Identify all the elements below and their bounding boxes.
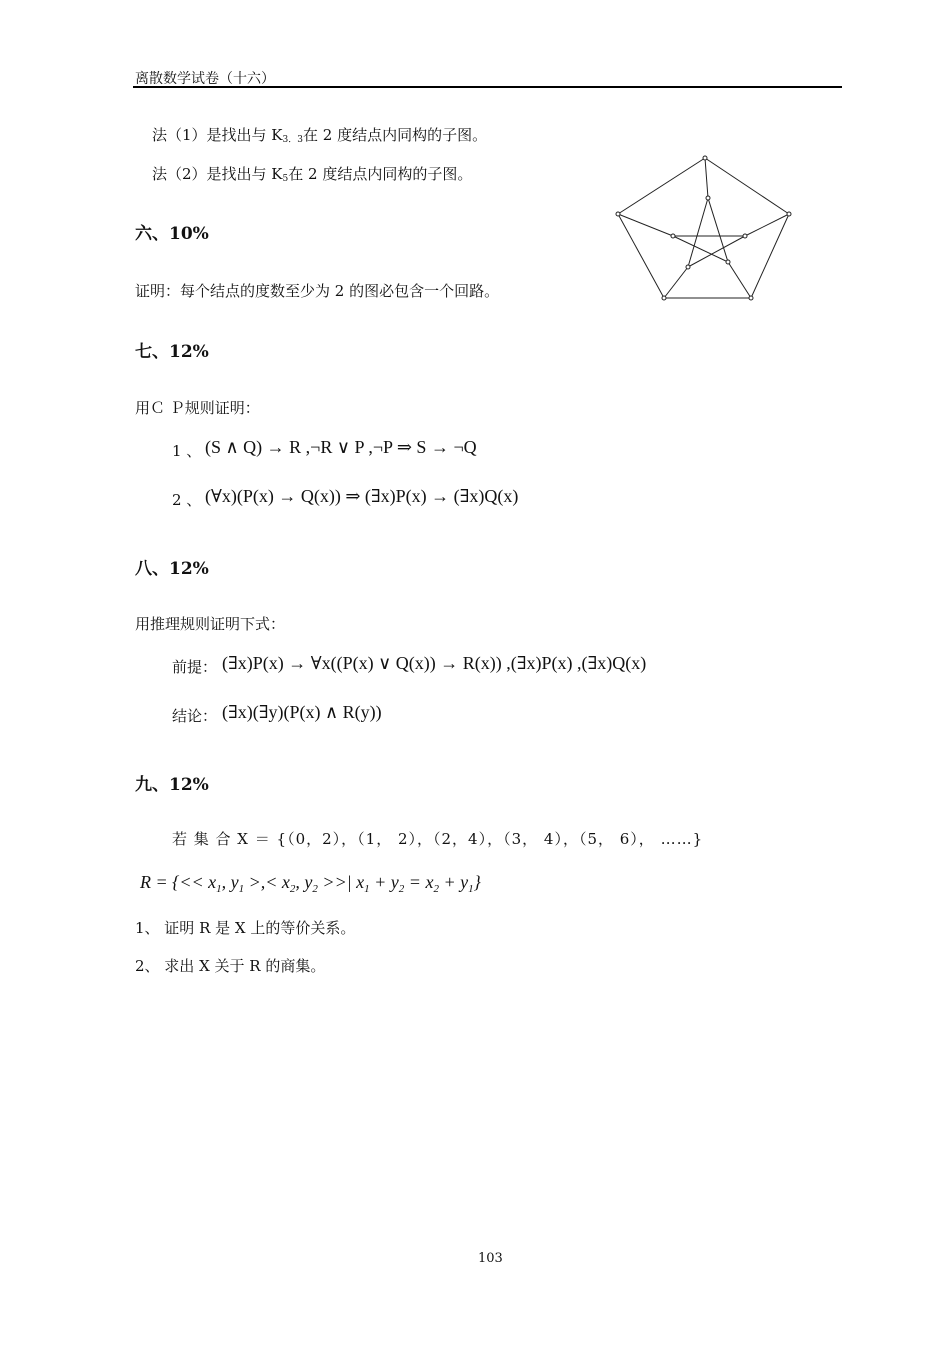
relation-sub: 1 (364, 883, 370, 895)
relation-sub: 2 (312, 883, 318, 895)
relation-sub: 2 (289, 883, 296, 895)
relation-text: , y (295, 872, 313, 892)
relation-text: >,< x (244, 872, 290, 892)
relation-text: } (473, 872, 481, 892)
method-2-suffix: 在 2 度结点内同构的子图。 (288, 165, 473, 183)
petersen-graph-figure (610, 152, 800, 304)
section-8-conclusion-label: 结论： (172, 707, 218, 725)
section-7-title: 七、12% (135, 342, 209, 362)
section-9-set-definition: 若 集 合 X ＝ {（0，2），（1， 2），（2，4），（3， 4），（5， 6）， ……} (172, 830, 704, 848)
relation-sub: 2 (433, 883, 439, 895)
section-6-text: 证明：每个结点的度数至少为 2 的图必包含一个回路。 (135, 282, 500, 300)
section-9-task-1: 1、 证明 R 是 X 上的等价关系。 (135, 919, 356, 937)
relation-text: = x (404, 872, 434, 892)
relation-sub: 1 (238, 883, 245, 895)
section-6-title: 六、10% (135, 224, 209, 244)
relation-text: , y (221, 872, 239, 892)
section-7-item-1-label: 1 、 (172, 442, 202, 460)
section-7-item-1-formula: (S ∧ Q) → R ,¬R ∨ P ,¬P ⇒ S → ¬Q (205, 437, 477, 457)
section-7-item-2-formula: (∀x)(P(x) → Q(x)) ⇒ (∃x)P(x) → (∃x)Q(x) (205, 486, 519, 506)
section-8-premise-formula: (∃x)P(x) → ∀x((P(x) ∨ Q(x)) → R(x)) ,(∃x)P(x) ,(∃x)Q(x) (222, 653, 647, 673)
section-8-intro: 用推理规则证明下式： (135, 615, 286, 633)
section-9-relation-definition (140, 872, 481, 895)
header-rule (133, 86, 842, 88)
section-9-title: 九、12% (135, 775, 209, 795)
page-number: 103 (478, 1251, 503, 1266)
section-8-conclusion-formula: (∃x)(∃y)(P(x) ∧ R(y)) (222, 702, 382, 722)
method-1-sub: 3．3 (282, 135, 303, 145)
method-1-prefix: 法（1）是找出与 K (152, 126, 283, 144)
section-9-task-2: 2、 求出 X 关于 R 的商集。 (135, 957, 326, 975)
method-1-suffix: 在 2 度结点内同构的子图。 (302, 126, 488, 144)
section-7-intro: 用Ｃ Ｐ规则证明： (135, 399, 260, 417)
method-2-sub: 5 (282, 174, 289, 184)
relation-prefix: R = {<< x (140, 872, 217, 892)
relation-sub: 1 (468, 883, 474, 895)
section-7-item-2-label: 2 、 (172, 491, 202, 509)
relation-text: + y (438, 872, 469, 892)
relation-sub: 1 (216, 883, 222, 895)
header-title: 离散数学试卷（十六） (135, 71, 275, 87)
section-8-title: 八、12% (135, 559, 209, 579)
method-2-line (152, 163, 472, 184)
method-1-line (152, 124, 487, 145)
section-8-premise-label: 前提： (172, 658, 218, 676)
relation-text: >>| x (317, 872, 365, 892)
relation-text: + y (369, 872, 399, 892)
relation-sub: 2 (398, 883, 405, 895)
method-2-prefix: 法（2）是找出与 K (152, 165, 283, 183)
